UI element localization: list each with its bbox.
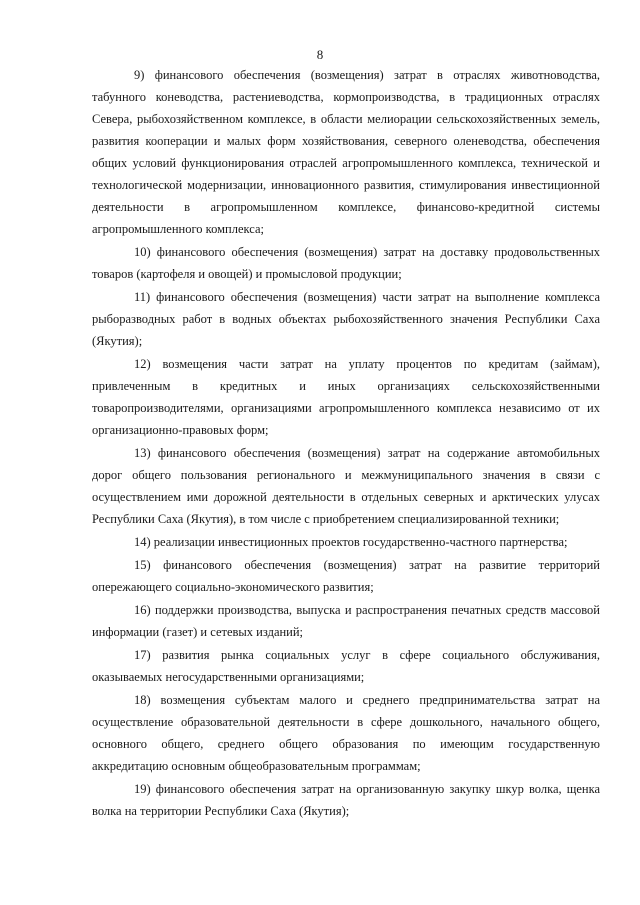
- paragraph-item-11: 11) финансового обеспечения (возмещения) части затрат на выполнение комплекса рыборазводных работ в водных объектах рыбохозяйственного значения Республики Саха (Якутия);: [92, 290, 600, 348]
- paragraph-item-16: 16) поддержки производства, выпуска и распространения печатных средств массовой информации (газет) и сетевых изданий;: [92, 603, 600, 639]
- paragraph-item-15: 15) финансового обеспечения (возмещения) затрат на развитие территорий опережающего социально-экономического развития;: [92, 558, 600, 594]
- paragraph-item-19: 19) финансового обеспечения затрат на организованную закупку шкур волка, щенка волка на территории Республики Саха (Якутия);: [92, 782, 600, 818]
- page-number: 8: [316, 47, 324, 62]
- paragraph-item-10: 10) финансового обеспечения (возмещения) затрат на доставку продовольственных товаров (картофеля и овощей) и промысловой продукции;: [92, 245, 600, 281]
- paragraph-item-12: 12) возмещения части затрат на уплату процентов по кредитам (займам), привлеченным в кредитных и иных организациях сельскохозяйственными товаропроизводителями, организациями агропромышленного комплекса независимо от их организационно-правовых форм;: [92, 357, 600, 437]
- paragraph-item-14: 14) реализации инвестиционных проектов государственно-частного партнерства;: [134, 535, 568, 549]
- paragraph-item-17: 17) развития рынка социальных услуг в сфере социального обслуживания, оказываемых негосударственными организациями;: [92, 648, 600, 684]
- document-body: [92, 64, 600, 823]
- paragraph-item-9: 9) финансового обеспечения (возмещения) затрат в отраслях животноводства, табунного коневодства, растениеводства, кормопроизводства, в традиционных отраслях Севера, рыбохозяйственном комплексе, в области мелиорации сельскохозяйственных земель, развития кооперации и малых форм хозяйствования, северного оленеводства, обеспечения общих условий функционирования отраслей агропромышленного комплекса, технической и технологической модернизации, инновационного развития, стимулирования инвестиционной деятельности в агропромышленном комплексе, финансово-кредитной системы агропромышленного комплекса;: [92, 68, 600, 236]
- paragraph-item-18: 18) возмещения субъектам малого и среднего предпринимательства затрат на осуществление образовательной деятельности в сфере дошкольного, начального общего, основного общего, среднего общего образования по имеющим государственную аккредитацию основным общеобразовательным программам;: [92, 693, 600, 773]
- paragraph-item-13: 13) финансового обеспечения (возмещения) затрат на содержание автомобильных дорог общего пользования регионального и межмуниципального значения в связи с осуществлением ими дорожной деятельности в отдельных северных и арктических улусах Республики Саха (Якутия), в том числе с приобретением специализированной техники;: [92, 446, 600, 526]
